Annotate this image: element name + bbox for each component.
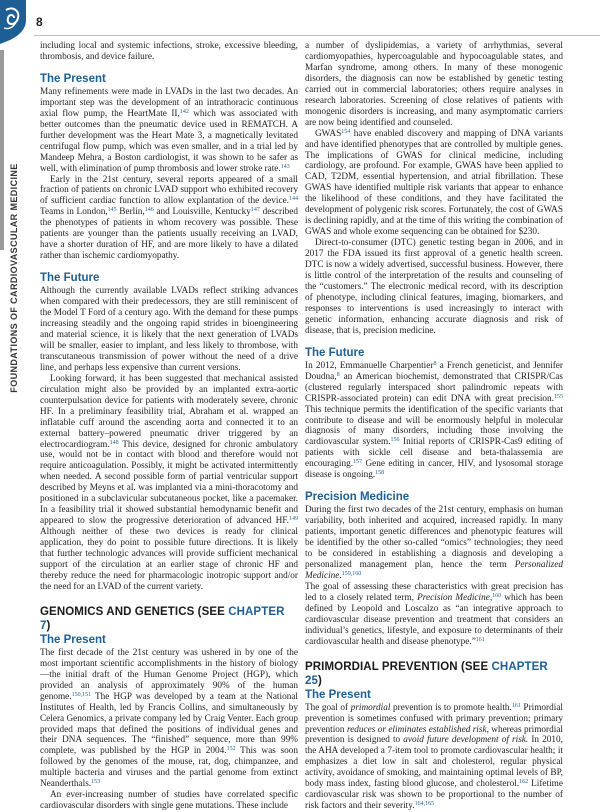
citation-ref[interactable]: 160 — [492, 592, 502, 599]
citation-ref[interactable]: 159,160 — [341, 570, 362, 577]
citation-ref[interactable]: 158 — [375, 470, 385, 477]
citation-ref[interactable]: 145 — [107, 207, 117, 214]
citation-ref[interactable]: 148 — [109, 439, 119, 446]
heading-future: The Future — [40, 272, 100, 285]
paragraph-counterpulsation: Looking forward, it has been suggested that mechanical assisted circulation might also be provided by an implanted extra-aortic counterpulsation device for patients with moderately severe, chronic HF. In a preliminary feasibility trial, Abraham et al. wrapped an inflatable cuff around the ascending aorta and connected it to an external battery–powered pneumatic driver triggered by an electrocardiogram.$^{148}$ This device, designed for chronic ambulatory use, would not be in contact with blood and therefore would not require anticoagulation. Possibly, it might be activated intermittently when needed. A second possible form of partial ventricular support described by Meyns et al. was implanted via a mini-thoracotomy and positioned in a subclavicular subcutaneous pocket, like a pacemaker. In a feasibility trial it showed substantial hemodynamic benefit and appeared to slow the progressive deterioration of advanced HF.$^{149}$ Although neither of these two devices is ready for clinical application, they do point to possible future directions. It is likely that further technologic advances will provide sufficient mechanical support of the circulation at an earlier stage of chronic HF and thereby reduce the need for pharmacologic inotropic support and/or the need for an LVAD of the current variety. — [40, 373, 298, 592]
paragraph-dtc-testing: Direct-to-consumer (DTC) genetic testing began in 2006, and in 2017 the FDA issued its first approval of a genetic health screen. DTC is now a widely advertised, successful business. However, there is little control of the interpretation of the results and counseling of the “customers.” The electronic medical record, with its description of phenotype, including clinical features, imaging, biomarkers, and responses to interventions is used increasingly to interact with genetic information, enhancing accurate diagnosis and risk of disease, that is, precision medicine. — [305, 238, 563, 336]
heading-present: The Present — [305, 688, 371, 701]
citation-ref[interactable]: 161 — [511, 702, 521, 709]
citation-ref[interactable]: 156 — [390, 437, 400, 444]
section-tab — [0, 50, 4, 250]
paragraph-single-gene-studies: An ever-increasing number of studies have correlated specific cardiovascular disorders with single gene mutations. These include — [40, 790, 298, 812]
heading-present: The Present — [40, 633, 106, 646]
heading-primordial-prevention: PRIMORDIAL PREVENTION (SEE CHAPTER 25) — [305, 660, 548, 687]
citation-ref[interactable]: 146 — [144, 207, 154, 214]
paragraph-lvad-refinements: Many refinements were made in LVADs in the last two decades. An important step was the development of an intrathoracic continuous axial flow pump, the HeartMate II,$^{142}$ which was associated with better outcomes than the pneumatic device used in REMATCH. A further development was the Heart Mate 3, a magnetically levitated centrifugal flow pump, which was even smaller, and in a trial led by Mandeep Mehra, a Boston cardiologist, it was shown to be safer as well, with elimination of pump thrombosis and lower stroke rate.$^{143}$ — [40, 86, 298, 174]
paragraph-personalized-medicine: During the first two decades of the 21st century, emphasis on human variability, both inherited and acquired, increased rapidly. In many patients, important genetic differences and phenotypic features will be identified by the other so-called “omics” technologies; they need to be considered in establishing a diagnosis and developing a personalized management plan, hence the term Personalized Medicine.$^{159,160}$ — [305, 505, 563, 581]
heading-precision-medicine: Precision Medicine — [305, 491, 410, 504]
section-side-label: FOUNDATIONS OF CARDIOVASCULAR MEDICINE — [9, 163, 19, 393]
citation-ref[interactable]: 143 — [280, 163, 290, 170]
citation-ref[interactable]: 162 — [519, 779, 529, 786]
chapter-link[interactable]: CHAPTER 25 — [305, 660, 548, 687]
citation-ref[interactable]: 150,151 — [71, 691, 92, 698]
citation-ref[interactable]: 153 — [91, 779, 101, 786]
right-column — [305, 41, 563, 812]
paragraph-gwas: GWAS$^{154}$ have enabled discovery and mapping of DNA variants and have identified phenotypes that are controlled by multiple genes. The implications of GWAS for clinical medicine, including cardiology, are profound. For example, GWAS have been applied to CAD, T2DM, essential hypertension, and atrial fibrillation. These GWAS have identified multiple risk variants that appear to enhance the likelihood of these conditions, and they have facilitated the development of polygenic risk scores. Fortunately, the cost of GWAS is declining rapidly, and at the time of this writing the combination of GWAS and whole exome sequencing can be obtained for $230. — [305, 128, 563, 238]
header-divider — [34, 35, 600, 36]
paragraph-crispr: In 2012, Emmanuelle Charpentier$^8$ a French geneticist, and Jennifer Doudna,$^8$ an American biochemist, demonstrated that CRISPR/Cas (clustered regularly interspaced short palindromic repeats with CRISPR-associated protein) can edit DNA with great precision.$^{155}$ This technique permits the identification of the specific variants that contribute to disease and will be enormously helpful in molecular diagnosis of many disorders, including those involving the cardiovascular system.$^{156}$ Initial reports of CRISPR-Cas9 editing of patients with sickle cell disease and beta-thalassemia are encouraging.$^{157}$ Gene editing in cancer, HIV, and lysosomal storage disease is ongoing.$^{158}$ — [305, 360, 563, 481]
book-logo-icon — [0, 0, 34, 70]
paragraph-lvad-future: Although the currently available LVADs reflect striking advances when compared with their predecessors, they are still reminiscent of the Model T Ford of a century ago. With the demand for these pumps increasing steadily and the ongoing rapid strides in bioengineering and material science, it is likely that the next generation of LVADs will be smaller, easier to implant, and less likely to thrombose, with transcutaneous transmission of power without the need of a drive line, and perhaps less expensive than current versions. — [40, 286, 298, 373]
citation-ref[interactable]: 142 — [179, 108, 189, 115]
paragraph-lvad-complications: including local and systemic infections, stroke, excessive bleeding, thrombosis, and device failure. — [40, 41, 298, 62]
heading-future: The Future — [305, 346, 365, 359]
citation-ref[interactable]: 144 — [289, 196, 298, 203]
paragraph-lvad-recovery: Early in the 21st century, several reports appeared of a small fraction of patients on chronic LVAD support who exhibited recovery of sufficient cardiac function to allow explantation of the device.$^{144}$ Teams in London,$^{145}$ Berlin,$^{146}$ and Louisville, Kentucky$^{147}$ described the phenotypes of patients in whom recovery was possible. These patients are younger than the patients usually receiving an LVAD, have a shorter duration of HF, and are more likely to have a dilated rather than ischemic cardiomyopathy. — [40, 174, 299, 262]
paragraph-primordial-prevention: The goal of primordial prevention is to promote health.$^{161}$ Primordial prevention is sometimes confused with primary prevention; primary prevention reduces or eliminates established risk, whereas primordial prevention is designed to avoid future development of risk. In 2010, the AHA developed a 7-item tool to promote cardiovascular health; it emphasizes a diet low in salt and cholesterol, regular physical activity, avoidance of smoking, and maintaining optimal levels of BP, body mass index, fasting blood glucose, and cholesterol.$^{162}$ Lifetime cardiovascular risk was shown to be proportional to the number of risk factors and their severity.$^{164,165}$ — [305, 702, 563, 812]
left-column — [40, 41, 299, 812]
paragraph-monogenic-disorders: a number of dyslipidemias, a variety of arrhythmias, several cardiomyopathies, hypercoagulable and hypocoagulable states, and Marfan syndrome, among others. In many of these monogenic disorders, the diagnosis can now be established by genetic testing carried out in commercial laboratories; others require analyses in research laboratories. Screening of close relatives of patients with monogenic disorders is increasing, and many asymptomatic carriers are now being identified and counseled. — [305, 41, 563, 128]
citation-ref[interactable]: 155 — [554, 393, 563, 400]
citation-ref[interactable]: 157 — [353, 459, 363, 466]
citation-ref[interactable]: 164,165 — [414, 801, 435, 808]
citation-ref[interactable]: 8 — [433, 360, 437, 367]
citation-ref[interactable]: 147 — [250, 207, 260, 214]
citation-ref[interactable]: 8 — [336, 371, 340, 378]
paragraph-precision-medicine-definition: The goal of assessing these characteristics with great precision has led to a closely related term, Precision Medicine,$^{160}$ which has been defined by Leopold and Loscalzo as “an integrative approach to cardiovascular disease prevention and treatment that considers an individual’s genetics, lifestyle, and exposure to determinants of their cardiovascular health and disease phenotype.”$^{161}$ — [305, 581, 563, 647]
paragraph-human-genome-project: The first decade of the 21st century was ushered in by one of the most important scientific accomplishments in the history of biology—the initial draft of the Human Genome Project (HGP), which provided an analysis of approximately 90% of the human genome.$^{150,151}$ The HGP was developed by a team at the National Institutes of Health, led by Francis Collins, and simultaneously by Celera Genomics, a private company led by Craig Venter. Each group provided maps that defined the positions of individual genes and their DNA sequences. The “finished” sequence, more than 99% complete, was published by the HGP in 2004.$^{152}$ This was soon followed by the genomes of the mouse, rat, dog, chimpanzee, and multiple bacteria and viruses and the partial genome from extinct Neanderthals.$^{153}$ — [40, 647, 299, 790]
heading-genomics-genetics: GENOMICS AND GENETICS (SEE CHAPTER 7) — [40, 605, 285, 632]
citation-ref[interactable]: 154 — [341, 128, 351, 135]
citation-ref[interactable]: 161 — [475, 636, 485, 643]
page-number: 8 — [36, 15, 43, 29]
citation-ref[interactable]: 149 — [289, 516, 298, 523]
chapter-link[interactable]: CHAPTER 7 — [40, 605, 285, 632]
citation-ref[interactable]: 152 — [226, 746, 236, 753]
heading-present: The Present — [40, 72, 106, 85]
